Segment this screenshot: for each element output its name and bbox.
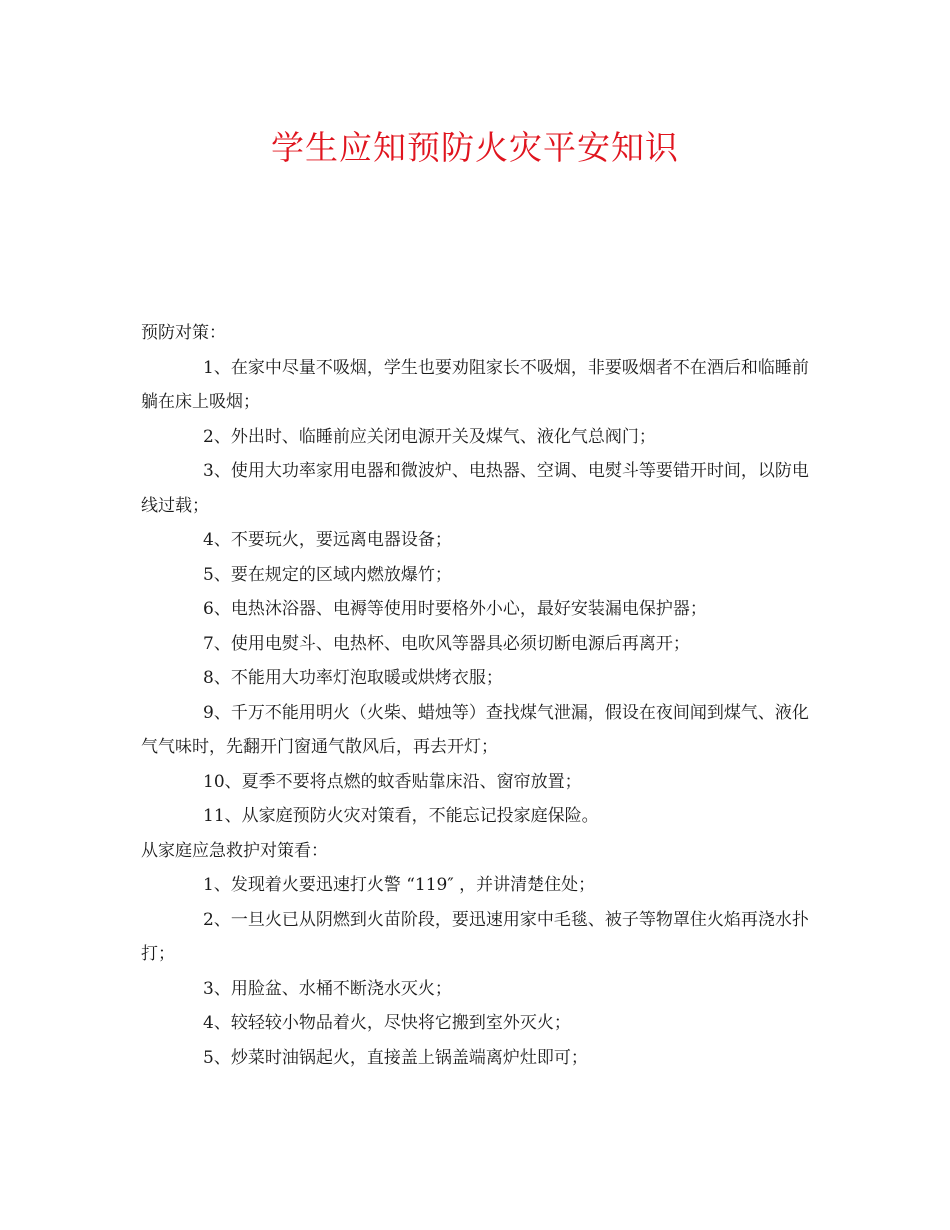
emergency-item-1: 1、发现着火要迅速打火警 “119″ ，并讲清楚住处； [203,875,596,895]
section-heading-emergency: 从家庭应急救护对策看： [141,840,328,861]
prevention-item-4: 4、不要玩火，要远离电器设备； [203,530,452,550]
prevention-item-1: 1、在家中尽量不吸烟，学生也要劝阻家长不吸烟，非要吸烟者不在酒后和临睡前躺在床上吸烟； [141,357,809,412]
emergency-item-3: 3、用脸盆、水桶不断浇水灭火； [203,978,452,999]
prevention-item-2: 2、外出时、临睡前应关闭电源开关及煤气、液化气总阀门； [203,426,656,447]
emergency-item-4: 4、较轻较小物品着火，尽快将它搬到室外灭火； [203,1013,571,1033]
document-title: 学生应知预防火灾平安知识 [271,128,679,167]
document-body [141,316,813,1075]
prevention-item-11: 11、从家庭预防火灾对策看，不能忘记投家庭保险。 [203,806,599,826]
prevention-item-10: 10、夏季不要将点燃的蚊香贴靠床沿、窗帘放置； [203,771,582,792]
emergency-item-5: 5、炒菜时油锅起火，直接盖上锅盖端离炉灶即可； [203,1047,588,1068]
prevention-item-9: 9、千万不能用明火（火柴、蜡烛等）查找煤气泄漏，假设在夜间闻到煤气、液化气气味时，先翻开门窗通气散风后，再去开灯； [141,702,809,757]
prevention-item-7: 7、使用电熨斗、电热杯、电吹风等器具必须切断电源后再离开； [203,633,690,654]
section-heading-prevention: 预防对策： [141,323,226,343]
prevention-item-6: 6、电热沐浴器、电褥等使用时要格外小心，最好安装漏电保护器； [203,599,707,619]
prevention-item-5: 5、要在规定的区域内燃放爆竹； [203,564,452,585]
emergency-item-2: 2、一旦火已从阴燃到火苗阶段，要迅速用家中毛毯、被子等物罩住火焰再浇水扑打； [141,909,809,964]
prevention-item-8: 8、不能用大功率灯泡取暖或烘烤衣服； [203,668,503,688]
prevention-item-3: 3、使用大功率家用电器和微波炉、电热器、空调、电熨斗等要错开时间，以防电线过载； [141,461,809,516]
